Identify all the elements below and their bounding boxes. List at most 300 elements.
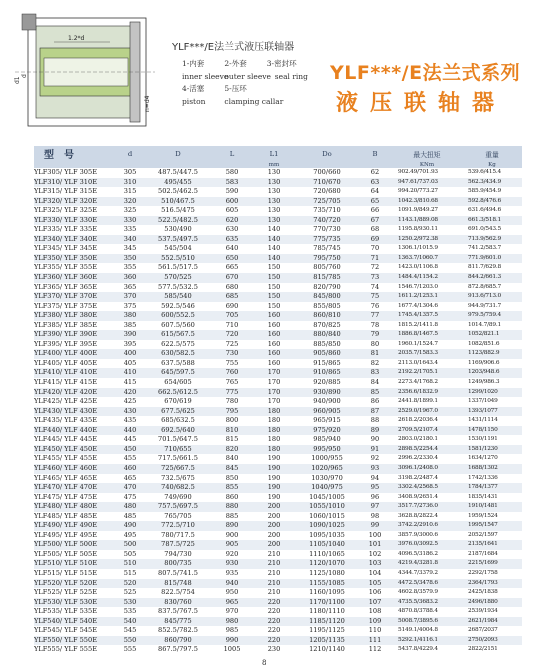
table-cell: 4096.5/3186.2: [392, 550, 462, 560]
col-header-d: d: [116, 146, 144, 161]
table-cell: 130: [252, 197, 296, 207]
table-cell: 940/900: [296, 397, 358, 407]
table-row: [34, 474, 522, 484]
col-header-model: 型 号: [34, 146, 116, 161]
table-cell: 105: [358, 579, 392, 589]
table-cell: 1910/1481: [462, 502, 522, 512]
table-cell: YLF390/ YLF 390E: [34, 330, 116, 340]
table-row: [34, 407, 522, 417]
table-cell: 190: [252, 474, 296, 484]
table-cell: 890: [212, 521, 252, 531]
table-cell: 360: [116, 273, 144, 283]
table-cell: YLF430/ YLF 430E: [34, 407, 116, 417]
part-label-5: 5-压环: [224, 84, 247, 93]
table-cell: 98: [358, 512, 392, 522]
table-row: [34, 435, 522, 445]
table-cell: 86: [358, 397, 392, 407]
table-cell: 1423.0/1106.8: [392, 263, 462, 273]
part-label-1: 1-内套: [182, 59, 205, 68]
table-cell: 760: [212, 368, 252, 378]
table-cell: 3408.9/2651.4: [392, 493, 462, 503]
table-row: [34, 493, 522, 503]
table-cell: 106: [358, 588, 392, 598]
table-cell: 637.5/588: [144, 359, 212, 369]
table-cell: 860/810: [296, 311, 358, 321]
table-cell: 150: [252, 292, 296, 302]
table-cell: YLF555/ YLF 555E: [34, 645, 116, 655]
table-cell: 845/800: [296, 292, 358, 302]
unit-cell: [116, 161, 144, 168]
table-cell: 585/540: [144, 292, 212, 302]
col-header-B: B: [358, 146, 392, 161]
table-row: [34, 607, 522, 617]
table-cell: 915/865: [296, 359, 358, 369]
spec-table: [34, 146, 522, 655]
table-cell: 770/730: [296, 225, 358, 235]
table-cell: 850: [212, 474, 252, 484]
table-cell: 5292.1/4116.1: [392, 636, 462, 646]
table-cell: YLF375/ YLF 375E: [34, 302, 116, 312]
table-cell: 320: [116, 197, 144, 207]
table-cell: 577.5/532.5: [144, 283, 212, 293]
table-cell: 330: [116, 216, 144, 226]
table-cell: 530: [116, 598, 144, 608]
table-cell: 3857.9/3000.6: [392, 531, 462, 541]
table-cell: 1960.1/1524.7: [392, 340, 462, 350]
table-cell: YLF455/ YLF 455E: [34, 454, 116, 464]
table-cell: 2035.7/1583.3: [392, 349, 462, 359]
table-cell: 787.5/725: [144, 540, 212, 550]
unit-cell: [144, 161, 212, 168]
table-cell: 717.5/661.5: [144, 454, 212, 464]
table-cell: 170: [252, 368, 296, 378]
table-cell: 1363.7/1060.7: [392, 254, 462, 264]
table-cell: 844.2/661.3: [462, 273, 522, 283]
table-cell: 620: [212, 216, 252, 226]
table-cell: 210: [252, 588, 296, 598]
table-cell: 650: [212, 254, 252, 264]
table-cell: 800: [212, 416, 252, 426]
table-cell: 1000/955: [296, 454, 358, 464]
table-cell: 692.5/640: [144, 426, 212, 436]
table-cell: 130: [252, 206, 296, 216]
table-cell: 150: [252, 302, 296, 312]
table-cell: 102: [358, 550, 392, 560]
table-cell: 935: [212, 569, 252, 579]
table-cell: 66: [358, 206, 392, 216]
table-row: [34, 588, 522, 598]
table-cell: YLF445/ YLF 445E: [34, 435, 116, 445]
table-row: [34, 225, 522, 235]
table-cell: 3517.7/2736.0: [392, 502, 462, 512]
table-cell: YLF530/ YLF 530E: [34, 598, 116, 608]
table-cell: 794/730: [144, 550, 212, 560]
table-cell: 3976.0/3092.5: [392, 540, 462, 550]
table-cell: YLF380/ YLF 380E: [34, 311, 116, 321]
table-cell: 635: [212, 235, 252, 245]
table-cell: 815/748: [144, 579, 212, 589]
table-cell: 1045/1005: [296, 493, 358, 503]
table-cell: 180: [252, 426, 296, 436]
table-cell: 765/705: [144, 512, 212, 522]
table-cell: 855/805: [296, 302, 358, 312]
table-cell: 67: [358, 216, 392, 226]
table-cell: 170: [252, 388, 296, 398]
table-row: [34, 598, 522, 608]
table-cell: YLF475/ YLF 475E: [34, 493, 116, 503]
part-label-2: 2-外套: [224, 59, 247, 68]
table-cell: 72: [358, 263, 392, 273]
table-cell: 1014.7/89.1: [462, 321, 522, 331]
table-cell: 140: [252, 244, 296, 254]
table-cell: 740/682.5: [144, 483, 212, 493]
table-cell: 210: [252, 550, 296, 560]
table-cell: 65: [358, 197, 392, 207]
table-row: [34, 531, 522, 541]
table-cell: 1170/1100: [296, 598, 358, 608]
table-cell: 2709.5/2107.4: [392, 426, 462, 436]
table-cell: 622.5/575: [144, 340, 212, 350]
table-cell: YLF335/ YLF 335E: [34, 225, 116, 235]
table-cell: 5437.8/4229.4: [392, 645, 462, 655]
table-cell: 840: [212, 454, 252, 464]
table-cell: 845: [212, 464, 252, 474]
table-cell: 495: [116, 531, 144, 541]
table-cell: 160: [252, 330, 296, 340]
table-row: [34, 378, 522, 388]
table-cell: 1581/1230: [462, 445, 522, 455]
table-cell: YLF345/ YLF 345E: [34, 244, 116, 254]
model-code: YLF***/E法兰式液压联轴器: [172, 42, 295, 53]
col-header-weight: 重量: [462, 146, 522, 161]
table-row: [34, 579, 522, 589]
table-row: [34, 187, 522, 197]
table-cell: 3628.8/2822.4: [392, 512, 462, 522]
table-cell: 485: [116, 512, 144, 522]
table-cell: 525: [116, 588, 144, 598]
table-cell: 130: [252, 187, 296, 197]
table-row: [34, 206, 522, 216]
table-cell: 820: [212, 445, 252, 455]
table-row: [34, 454, 522, 464]
table-cell: 2425/1838: [462, 588, 522, 598]
table-cell: 435: [116, 416, 144, 426]
table-cell: 190: [252, 464, 296, 474]
table-cell: 880/840: [296, 330, 358, 340]
table-cell: YLF495/ YLF 495E: [34, 531, 116, 541]
table-cell: 732.5/675: [144, 474, 212, 484]
table-row: [34, 388, 522, 398]
table-cell: YLF420/ YLF 420E: [34, 388, 116, 398]
table-cell: 77: [358, 311, 392, 321]
table-cell: 1020/965: [296, 464, 358, 474]
table-cell: YLF315/ YLF 315E: [34, 187, 116, 197]
table-row: [34, 502, 522, 512]
table-cell: 795/750: [296, 254, 358, 264]
table-cell: 735/710: [296, 206, 358, 216]
table-cell: 1210/1140: [296, 645, 358, 655]
table-row: [34, 426, 522, 436]
table-cell: 765: [212, 378, 252, 388]
table-cell: YLF360/ YLF 360E: [34, 273, 116, 283]
table-row: [34, 283, 522, 293]
table-cell: 5008.7/3895.6: [392, 617, 462, 627]
table-cell: 93: [358, 464, 392, 474]
table-cell: 640: [212, 244, 252, 254]
table-cell: 200: [252, 521, 296, 531]
table-row: [34, 302, 522, 312]
table-cell: 415: [116, 378, 144, 388]
table-cell: 540: [116, 617, 144, 627]
table-cell: 160: [252, 359, 296, 369]
product-title: 液压联轴器: [336, 91, 507, 116]
table-cell: YLF450/ YLF 450E: [34, 445, 116, 455]
table-cell: 1250.2/972.38: [392, 235, 462, 245]
table-cell: YLF540/ YLF 540E: [34, 617, 116, 627]
table-cell: 200: [252, 540, 296, 550]
part-en-1: inner sleeve: [182, 71, 229, 81]
table-row: [34, 178, 522, 188]
table-cell: 2135/1641: [462, 540, 522, 550]
table-cell: 607.5/560: [144, 321, 212, 331]
unit-mm: mm: [252, 161, 296, 168]
unit-kg: Kg: [462, 161, 522, 168]
table-row: [34, 550, 522, 560]
length-label: 1.2*d: [68, 35, 85, 42]
table-cell: 63: [358, 178, 392, 188]
table-cell: 470: [116, 483, 144, 493]
table-cell: 385: [116, 321, 144, 331]
table-cell: 1835/1431: [462, 493, 522, 503]
table-cell: YLF535/ YLF 535E: [34, 607, 116, 617]
nd4-label: n=d4: [144, 95, 151, 112]
table-cell: 980: [212, 617, 252, 627]
table-cell: 5149.1/4004.8: [392, 626, 462, 636]
table-cell: 740/720: [296, 216, 358, 226]
table-cell: YLF515/ YLF 515E: [34, 569, 116, 579]
table-row: [34, 311, 522, 321]
table-cell: 710/670: [296, 178, 358, 188]
table-cell: 109: [358, 617, 392, 627]
d-label: d: [21, 74, 28, 78]
table-cell: 1393/1077: [462, 407, 522, 417]
table-cell: 400: [116, 349, 144, 359]
table-cell: 140: [252, 254, 296, 264]
table-cell: 111: [358, 636, 392, 646]
table-cell: 965: [212, 598, 252, 608]
table-cell: 852.5/782.5: [144, 626, 212, 636]
table-row: [34, 617, 522, 627]
table-row: [34, 645, 522, 655]
table-cell: 4870.8/3788.4: [392, 607, 462, 617]
table-cell: 720: [212, 330, 252, 340]
table-cell: 539.6/415.4: [462, 168, 522, 178]
table-cell: 4219.4/3281.8: [392, 559, 462, 569]
table-cell: 749/690: [144, 493, 212, 503]
table-cell: 4735.5/3683.2: [392, 598, 462, 608]
table-cell: YLF405/ YLF 405E: [34, 359, 116, 369]
table-cell: 190: [252, 493, 296, 503]
table-cell: 3742.2/2910.6: [392, 521, 462, 531]
table-cell: 755: [212, 359, 252, 369]
table-cell: 1337/1049: [462, 397, 522, 407]
table-cell: 822.5/754: [144, 588, 212, 598]
table-cell: 515: [116, 569, 144, 579]
part-en-5: clamping callar: [224, 96, 284, 106]
table-cell: YLF350/ YLF 350E: [34, 254, 116, 264]
table-cell: 555: [116, 645, 144, 655]
table-cell: YLF500/ YLF 500E: [34, 540, 116, 550]
table-cell: 1195.8/930.11: [392, 225, 462, 235]
table-cell: 78: [358, 321, 392, 331]
table-cell: 700/660: [296, 168, 358, 178]
table-cell: 900: [212, 531, 252, 541]
table-cell: 2496/1880: [462, 598, 522, 608]
table-cell: 510/467.5: [144, 197, 212, 207]
table-cell: 140: [252, 235, 296, 245]
table-cell: 220: [252, 636, 296, 646]
table-cell: YLF520/ YLF 520E: [34, 579, 116, 589]
table-cell: 74: [358, 283, 392, 293]
table-cell: 220: [252, 607, 296, 617]
table-cell: 2539/1934: [462, 607, 522, 617]
part-en-2: outer sleeve: [224, 71, 271, 81]
table-cell: 104: [358, 569, 392, 579]
table-row: [34, 368, 522, 378]
table-cell: 315: [116, 187, 144, 197]
table-cell: 94: [358, 474, 392, 484]
table-cell: 885/850: [296, 340, 358, 350]
table-cell: YLF320/ YLF 320E: [34, 197, 116, 207]
table-cell: 2292/1758: [462, 569, 522, 579]
table-cell: 800/735: [144, 559, 212, 569]
table-cell: 340: [116, 235, 144, 245]
table-cell: 661.3/518.1: [462, 216, 522, 226]
table-cell: YLF505/ YLF 505E: [34, 550, 116, 560]
table-cell: 160: [252, 340, 296, 350]
table-cell: 3302.4/2568.5: [392, 483, 462, 493]
table-cell: 1123/882.9: [462, 349, 522, 359]
table-cell: 475: [116, 493, 144, 503]
table-cell: 583: [212, 178, 252, 188]
table-cell: 805/760: [296, 263, 358, 273]
table-cell: 445: [116, 435, 144, 445]
table-row: [34, 464, 522, 474]
table-cell: YLF385/ YLF 385E: [34, 321, 116, 331]
table-cell: 75: [358, 292, 392, 302]
table-cell: 3198.2/2487.4: [392, 474, 462, 484]
table-cell: 107: [358, 598, 392, 608]
table-cell: 920/885: [296, 378, 358, 388]
unit-cell: [296, 161, 358, 168]
table-cell: 150: [252, 283, 296, 293]
table-cell: 1160/1095: [296, 588, 358, 598]
table-cell: 960/905: [296, 407, 358, 417]
table-cell: 1688/1302: [462, 464, 522, 474]
table-cell: 480: [116, 502, 144, 512]
table-row: [34, 636, 522, 646]
table-cell: 645/597.5: [144, 368, 212, 378]
table-cell: 180: [252, 445, 296, 455]
table-cell: 82: [358, 359, 392, 369]
table-row: [34, 244, 522, 254]
table-row: [34, 254, 522, 264]
table-cell: 795: [212, 407, 252, 417]
table-cell: 2187/1684: [462, 550, 522, 560]
table-cell: YLF470/ YLF 470E: [34, 483, 116, 493]
table-cell: 210: [252, 579, 296, 589]
table-cell: 220: [252, 598, 296, 608]
table-cell: 950: [212, 588, 252, 598]
table-row: [34, 273, 522, 283]
table-cell: 68: [358, 225, 392, 235]
table-cell: 2052/1597: [462, 531, 522, 541]
table-cell: 870/825: [296, 321, 358, 331]
table-cell: 520: [116, 579, 144, 589]
table-cell: 460: [116, 464, 144, 474]
table-cell: 1120/1070: [296, 559, 358, 569]
table-cell: 325: [116, 206, 144, 216]
col-header-D: D: [144, 146, 212, 161]
table-cell: 1042.3/810.68: [392, 197, 462, 207]
table-cell: 1815.2/1411.8: [392, 321, 462, 331]
table-cell: 455: [116, 454, 144, 464]
table-cell: 545: [116, 626, 144, 636]
table-cell: YLF415/ YLF 415E: [34, 378, 116, 388]
col-header-torque: 最大扭矩: [392, 146, 462, 161]
col-header-L: L: [212, 146, 252, 161]
table-cell: 837.5/767.5: [144, 607, 212, 617]
table-cell: 2822/2151: [462, 645, 522, 655]
table-cell: 230: [252, 645, 296, 655]
table-cell: 220: [252, 626, 296, 636]
unit-knm: KNm: [392, 161, 462, 168]
table-cell: 725/667.5: [144, 464, 212, 474]
table-cell: 913.6/713.0: [462, 292, 522, 302]
table-cell: YLF545/ YLF 545E: [34, 626, 116, 636]
table-row: [34, 349, 522, 359]
table-cell: 490: [116, 521, 144, 531]
table-cell: 375: [116, 302, 144, 312]
table-cell: 1306.1/1015.9: [392, 244, 462, 254]
table-cell: 522.5/482.5: [144, 216, 212, 226]
table-cell: 420: [116, 388, 144, 398]
table-cell: 665: [212, 263, 252, 273]
table-row: [34, 521, 522, 531]
table-cell: 920: [212, 550, 252, 560]
table-cell: 1082/851.6: [462, 340, 522, 350]
table-cell: 810: [212, 426, 252, 436]
table-cell: 112: [358, 645, 392, 655]
table-cell: 150: [252, 273, 296, 283]
table-cell: 190: [252, 454, 296, 464]
table-cell: 425: [116, 397, 144, 407]
table-cell: 820/790: [296, 283, 358, 293]
table-cell: 592.5/546: [144, 302, 212, 312]
table-cell: 860/790: [144, 636, 212, 646]
table-cell: 994.20/773.27: [392, 187, 462, 197]
table-cell: 365: [116, 283, 144, 293]
table-cell: 2618.2/2036.4: [392, 416, 462, 426]
table-cell: 2621/1984: [462, 617, 522, 627]
table-cell: 530/490: [144, 225, 212, 235]
table-row: [34, 168, 522, 178]
table-cell: 97: [358, 502, 392, 512]
table-cell: 100: [358, 531, 392, 541]
table-cell: 92: [358, 454, 392, 464]
table-cell: 345: [116, 244, 144, 254]
table-row: [34, 445, 522, 455]
